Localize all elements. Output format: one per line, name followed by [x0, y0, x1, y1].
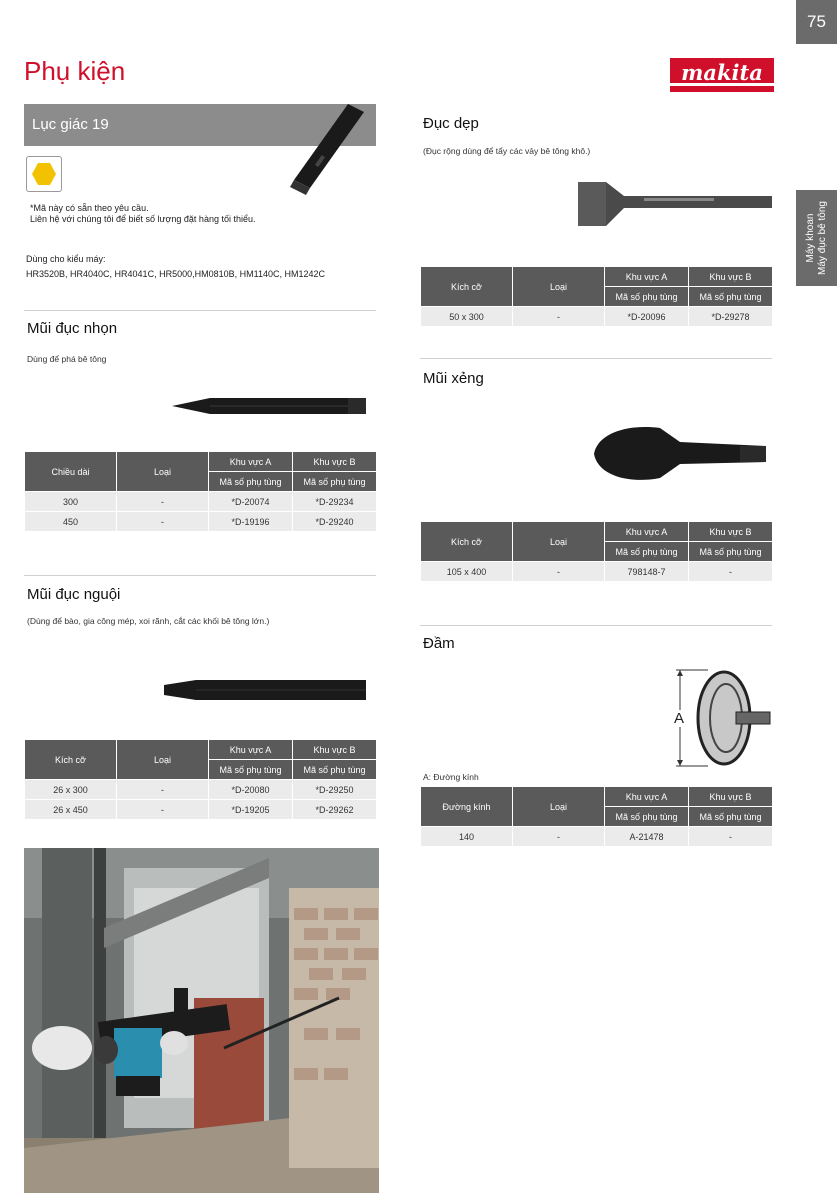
spade-chisel-image — [590, 422, 770, 484]
side-tab-line2: Máy đục bê tông — [816, 201, 828, 275]
table-row: 26 x 450 - *D-19205 *D-29262 — [25, 800, 376, 819]
duc-dep-table: Kích cỡ Loại Khu vực A Khu vực B Mã số phụ tùng Mã số phụ tùng 50 x 300 - *D-20096 *D-29278 — [420, 266, 773, 327]
dam-heading: Đầm — [423, 635, 455, 652]
col-header-region-b: Khu vực B — [293, 452, 376, 471]
logo-text: makita — [681, 60, 763, 85]
demolition-photo — [24, 848, 379, 1193]
table-row: 300 - *D-20074 *D-29234 — [25, 492, 376, 511]
table-row: 140 - A-21478 - — [421, 827, 772, 846]
page-title: Phụ kiện — [24, 56, 126, 86]
wide-chisel-image — [576, 178, 774, 230]
divider — [24, 310, 376, 311]
muc-duc-nhon-heading: Mũi đục nhọn — [27, 320, 118, 337]
point-chisel-image — [170, 395, 370, 417]
dam-table: Đường kính Loại Khu vực A Khu vực B Mã số phụ tùng Mã số phụ tùng 140 - A-21478 - — [420, 786, 773, 847]
col-header-type: Loại — [117, 452, 208, 491]
mui-xeng-table: Kích cỡ Loại Khu vực A Khu vực B Mã số phụ tùng Mã số phụ tùng 105 x 400 - 798148-7 - — [420, 521, 773, 582]
makita-logo — [670, 58, 774, 92]
duc-dep-heading: Đục dẹp — [423, 115, 479, 132]
side-tab-line1: Máy khoan — [804, 213, 816, 263]
flat-chisel-image — [160, 677, 370, 703]
order-note-1: *Mã này có sẵn theo yêu cầu. — [30, 203, 149, 213]
muc-duc-nhon-table — [24, 451, 377, 532]
order-note-2: Liên hệ với chúng tôi để biết số lượng đặt hàng tối thiểu. — [30, 214, 256, 224]
divider — [420, 625, 772, 626]
divider — [420, 358, 772, 359]
luc-giac-heading: Lục giác 19 — [32, 116, 109, 133]
col-header-length: Chiều dài — [25, 452, 116, 491]
duc-dep-desc: (Đục rộng dùng để tẩy các vảy bê tông khô.) — [423, 146, 591, 156]
col-header-region-a: Khu vực A — [209, 452, 292, 471]
page-number: 75 — [796, 0, 837, 44]
muc-duc-nguoi-table: Kích cỡ Loại Khu vực A Khu vực B Mã số phụ tùng Mã số phụ tùng 26 x 300 - *D-20080 *D-29250 26 x 450 - *D-19205 *D-29262 — [24, 739, 377, 820]
col-header-part-no-b: Mã số phụ tùng — [293, 472, 376, 491]
table-row: 26 x 300 - *D-20080 *D-29250 — [25, 780, 376, 799]
table-row: 105 x 400 - 798148-7 - — [421, 562, 772, 581]
section-side-tab — [796, 190, 837, 286]
muc-duc-nguoi-desc: (Dùng để bào, gia công mép, xoi rãnh, cắt các khối bê tông lớn.) — [27, 616, 270, 626]
models-label: Dùng cho kiểu máy: — [26, 254, 106, 264]
hex-shank-image — [286, 104, 366, 196]
dimension-label-a: A — [674, 710, 685, 727]
models-list: HR3520B, HR4040C, HR4041C, HR5000,HM0810B, HM1140C, HM1242C — [26, 269, 325, 279]
muc-duc-nguoi-heading: Mũi đục nguội — [27, 586, 121, 603]
col-header-part-no-a: Mã số phụ tùng — [209, 472, 292, 491]
mui-xeng-heading: Mũi xẻng — [423, 370, 484, 387]
table-row: 50 x 300 - *D-20096 *D-29278 — [421, 307, 772, 326]
dam-caption: A: Đường kính — [423, 772, 479, 782]
muc-duc-nhon-desc: Dùng để phá bê tông — [27, 354, 107, 364]
hex-19-icon — [26, 156, 62, 192]
divider — [24, 575, 376, 576]
table-row: 450 - *D-19196 *D-29240 — [25, 512, 376, 531]
